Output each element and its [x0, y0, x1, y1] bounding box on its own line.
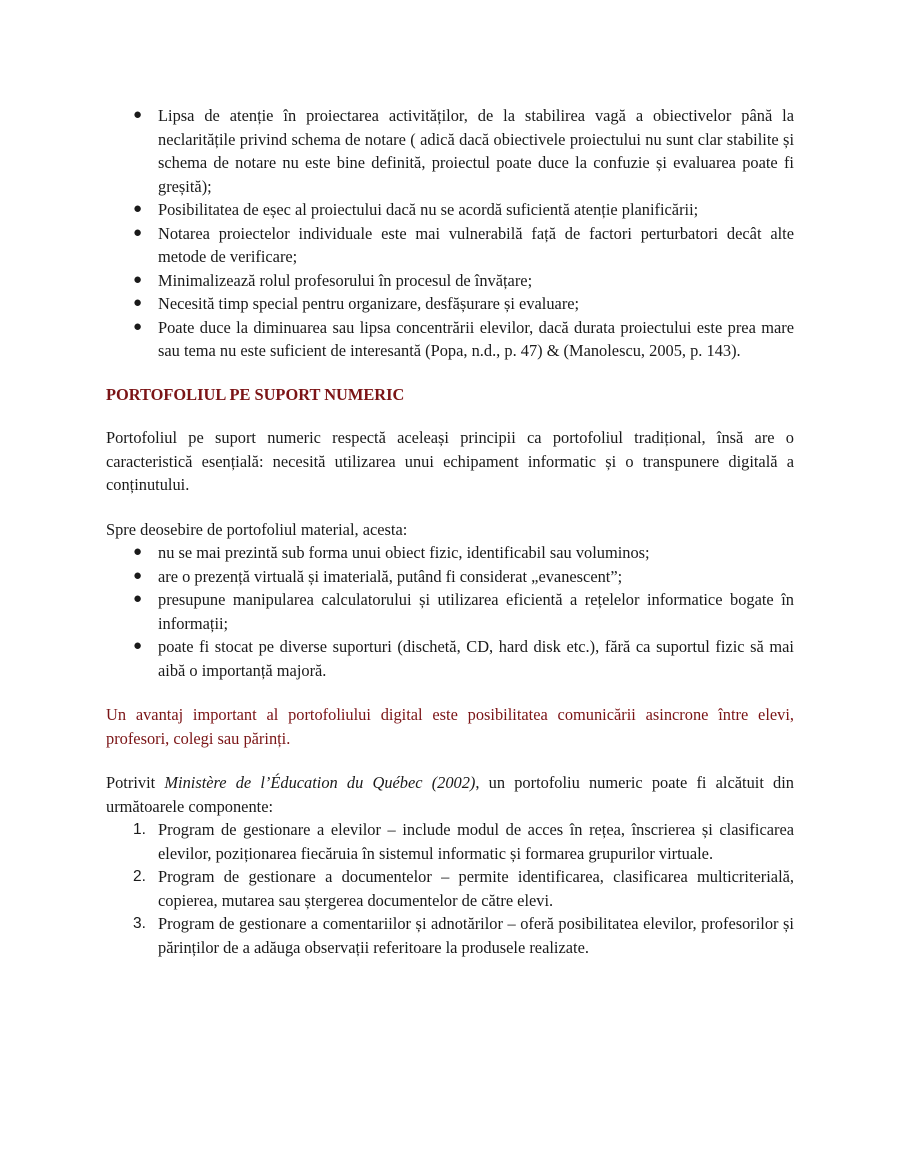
list-item — [106, 588, 794, 635]
bullet-icon: ● — [133, 567, 143, 584]
bullet-icon: ● — [133, 295, 143, 311]
list-item — [106, 292, 794, 316]
components-list — [106, 818, 794, 959]
list-item — [106, 198, 794, 222]
list-item-text: Program de gestionare a elevilor – include modul de acces în rețea, înscrierea și clasificarea elevilor, poziționarea fiecăruia în sistemul informatic și formarea grupurilor virtuale. — [158, 820, 794, 863]
components-intro-prefix: Potrivit — [106, 773, 165, 792]
list-item-text: Necesită timp special pentru organizare, desfășurare și evaluare; — [158, 294, 580, 313]
list-item — [106, 635, 794, 682]
bullet-icon: ● — [133, 201, 143, 217]
list-item-number: 3. — [133, 915, 146, 932]
list-item — [106, 565, 794, 589]
bullet-icon: ● — [133, 638, 143, 654]
list-item-text: Poate duce la diminuarea sau lipsa concentrării elevilor, dacă durata proiectului este prea mare sau tema nu este suficient de interesantă (Popa, n.d., p. 47) & (Manolescu, 2005, p. 143). — [158, 317, 794, 360]
highlight-paragraph: Un avantaj important al portofoliului digital este posibilitatea comunicării asincrone între elevi, profesori, colegi sau părinți. — [106, 705, 794, 748]
list-item-text: Posibilitatea de eșec al proiectului dacă nu se acordă suficientă atenție planificării; — [158, 200, 699, 219]
bullet-icon: ● — [133, 591, 143, 607]
bullet-icon: ● — [133, 224, 143, 241]
list-item-text: Lipsa de atenție în proiectarea activităților, de la stabilirea vagă a obiectivelor până la neclaritățile privind schema de notare ( adică dacă obiectivele proiectului nu sunt clar stabilite și schema de notare nu este bine definită, proiectul poate duce la confuzie și evaluarea poate fi greșită); — [158, 106, 794, 196]
intro-paragraph: Portofoliul pe suport numeric respectă aceleași principii ca portofoliul tradițional, însă are o caracteristică esențială: necesită utilizarea unui echipament informatic și o transpunere digitală a conținutului. — [106, 428, 794, 494]
bullet-icon: ● — [133, 544, 143, 560]
components-intro-source: Ministère de l’Éducation du Québec (2002) — [164, 773, 476, 792]
list-item — [106, 818, 794, 865]
components-intro-suffix: , un portofoliu numeric poate fi alcătuit din următoarele componente: — [106, 773, 795, 816]
list-item — [106, 222, 794, 269]
bullet-icon: ● — [133, 318, 143, 335]
list-item — [106, 912, 794, 959]
list-item-text: presupune manipularea calculatorului și utilizarea eficientă a rețelelor informatice bogate în informații; — [158, 590, 794, 633]
contrast-paragraph: Spre deosebire de portofoliul material, acesta: — [106, 519, 408, 539]
list-item-text: are o prezență virtuală și imaterială, putând fi considerat „evanescent”; — [158, 566, 623, 586]
bullet-icon: ● — [133, 271, 143, 288]
list-item-text: Program de gestionare a documentelor – permite identificarea, clasificarea multicriterială, copierea, mutarea sau ștergerea documentelor de către elevi. — [158, 867, 794, 910]
list-item — [106, 316, 794, 363]
list-item-number: 1. — [133, 821, 146, 838]
list-item — [106, 104, 794, 198]
list-item-number: 2. — [133, 868, 146, 885]
components-intro-paragraph — [106, 771, 794, 818]
characteristics-list — [106, 541, 794, 682]
list-item-text: nu se mai prezintă sub forma unui obiect fizic, identificabil sau voluminos; — [158, 543, 650, 562]
document-page — [106, 104, 794, 959]
list-item-text: Notarea proiectelor individuale este mai vulnerabilă față de factori perturbatori decât alte metode de verificare; — [158, 223, 794, 266]
list-item-text: Program de gestionare a comentariilor și adnotărilor – oferă posibilitatea elevilor, profesorilor și părinților de a adăuga observații referitoare la produsele realizate. — [158, 914, 794, 957]
list-item — [106, 541, 794, 565]
list-item-text: poate fi stocat pe diverse suporturi (dischetă, CD, hard disk etc.), fără ca suportul fizic să mai aibă o importanță majoră. — [158, 637, 794, 680]
list-item — [106, 269, 794, 293]
bullet-icon: ● — [133, 107, 143, 123]
section-heading: PORTOFOLIUL PE SUPORT NUMERIC — [106, 384, 405, 404]
disadvantages-list — [106, 104, 794, 363]
list-item-text: Minimalizează rolul profesorului în procesul de învățare; — [158, 270, 533, 290]
list-item — [106, 865, 794, 912]
